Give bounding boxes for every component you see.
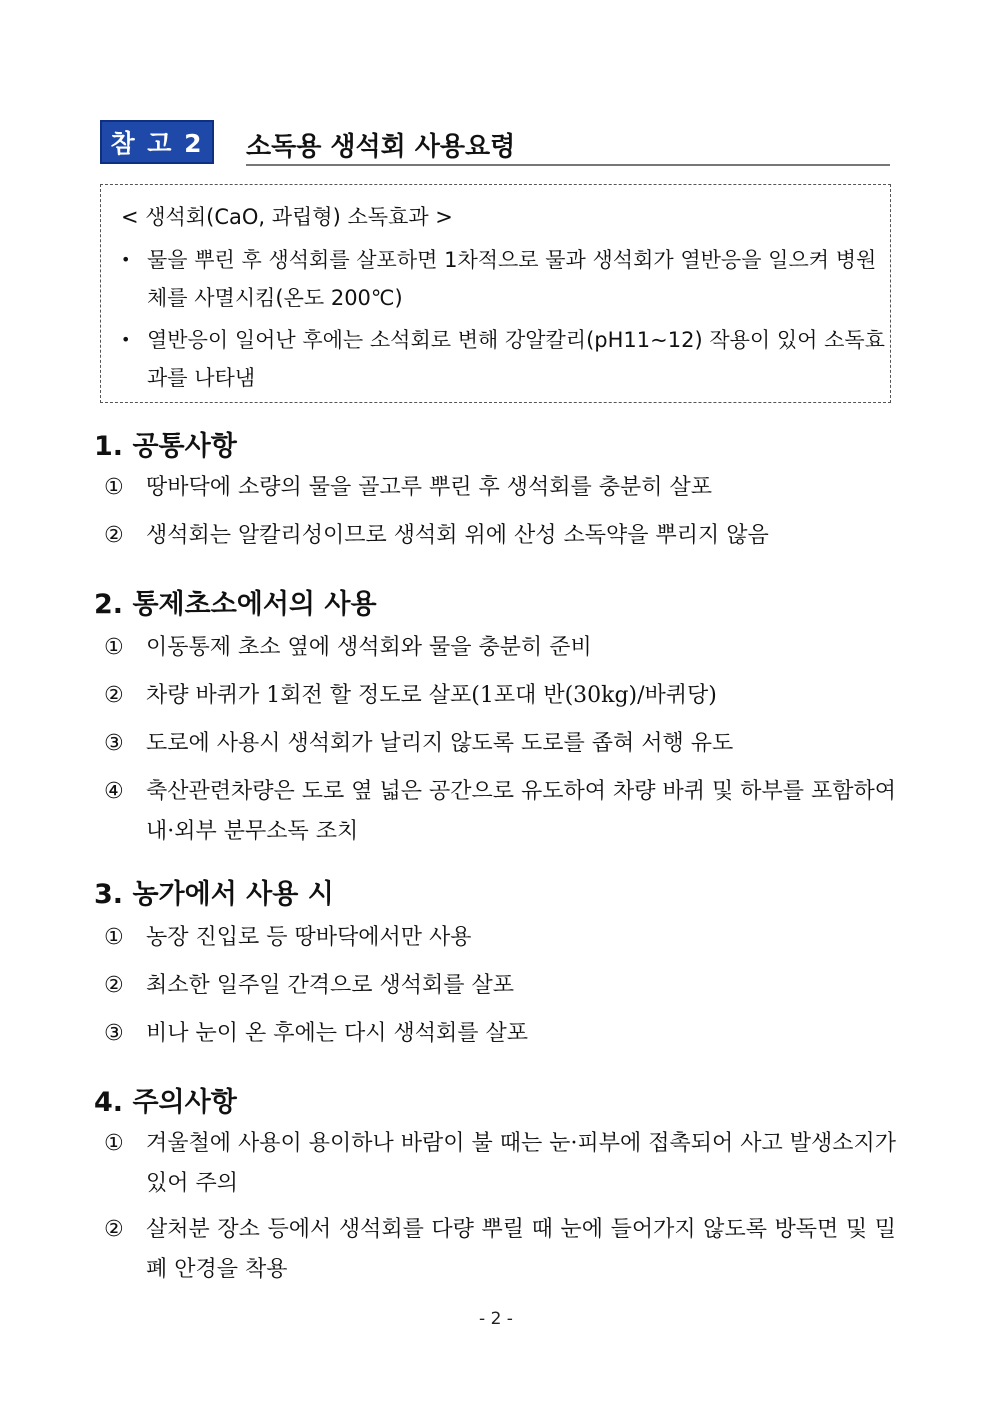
item-number: ③ <box>104 1021 124 1046</box>
section-heading: 1. 공통사항 <box>94 431 237 462</box>
item-text: 살처분 장소 등에서 생석회를 다량 뿌릴 때 눈에 들어가지 않도록 방독면 및 밀폐 안경을 착용 <box>146 1217 896 1282</box>
item-text: 축산관련차량은 도로 옆 넓은 공간으로 유도하여 차량 바퀴 및 하부를 포함하여 내·외부 분무소독 조치 <box>146 779 896 844</box>
summary-item-text: 열반응이 일어난 후에는 소석회로 변해 강알칼리(pH11∼12) 작용이 있어 소독효과를 나타냄 <box>147 328 885 390</box>
item-number: ① <box>104 1131 124 1156</box>
reference-title: 소독용 생석회 사용요령 <box>246 132 516 162</box>
item-text: 생석회는 알칼리성이므로 생석회 위에 산성 소독약을 뿌리지 않음 <box>146 523 769 548</box>
bullet-icon: • <box>121 250 131 269</box>
item-text: 이동통제 초소 옆에 생석회와 물을 충분히 준비 <box>146 635 592 660</box>
item-number: ② <box>104 523 124 548</box>
summary-item <box>121 241 887 317</box>
list-item <box>104 1210 896 1290</box>
item-number: ④ <box>104 779 124 804</box>
list-item <box>104 724 896 764</box>
list-item <box>104 468 896 508</box>
summary-item <box>121 321 887 397</box>
list-item <box>104 966 896 1006</box>
summary-heading: < 생석회(CaO, 과립형) 소독효과 > <box>121 205 453 229</box>
list-item <box>104 1014 896 1054</box>
item-number: ③ <box>104 731 124 756</box>
list-item <box>104 918 896 958</box>
list-item <box>104 1124 896 1204</box>
summary-item-text: 물을 뿌린 후 생석회를 살포하면 1차적으로 물과 생석회가 열반응을 일으켜 병원체를 사멸시킴(온도 200℃) <box>147 248 877 310</box>
item-number: ① <box>104 925 124 950</box>
item-text: 최소한 일주일 간격으로 생석회를 살포 <box>146 973 515 998</box>
summary-box <box>100 184 891 403</box>
item-number: ② <box>104 973 124 998</box>
section-heading: 4. 주의사항 <box>94 1087 237 1118</box>
page-number: - 2 - <box>479 1309 513 1329</box>
item-text: 차량 바퀴가 1회전 할 정도로 살포(1포대 반(30kg)/바퀴당) <box>146 683 717 708</box>
item-text: 땅바닥에 소량의 물을 골고루 뿌린 후 생석회를 충분히 살포 <box>146 475 712 500</box>
bullet-icon: • <box>121 330 131 349</box>
item-text: 도로에 사용시 생석회가 날리지 않도록 도로를 좁혀 서행 유도 <box>146 731 734 756</box>
item-number: ② <box>104 1217 124 1242</box>
list-item <box>104 772 896 852</box>
list-item <box>104 628 896 668</box>
list-item <box>104 676 896 716</box>
reference-header <box>100 118 890 166</box>
list-item <box>104 516 896 556</box>
item-number: ② <box>104 683 124 708</box>
section-heading: 2. 통제초소에서의 사용 <box>94 589 377 620</box>
item-number: ① <box>104 475 124 500</box>
section-heading: 3. 농가에서 사용 시 <box>94 879 334 910</box>
item-number: ① <box>104 635 124 660</box>
item-text: 겨울철에 사용이 용이하나 바람이 불 때는 눈·피부에 접촉되어 사고 발생소지가 있어 주의 <box>146 1131 896 1196</box>
title-underline <box>246 164 890 166</box>
item-text: 비나 눈이 온 후에는 다시 생석회를 살포 <box>146 1021 528 1046</box>
reference-tag: 참 고 2 <box>100 120 214 164</box>
item-text: 농장 진입로 등 땅바닥에서만 사용 <box>146 925 472 950</box>
